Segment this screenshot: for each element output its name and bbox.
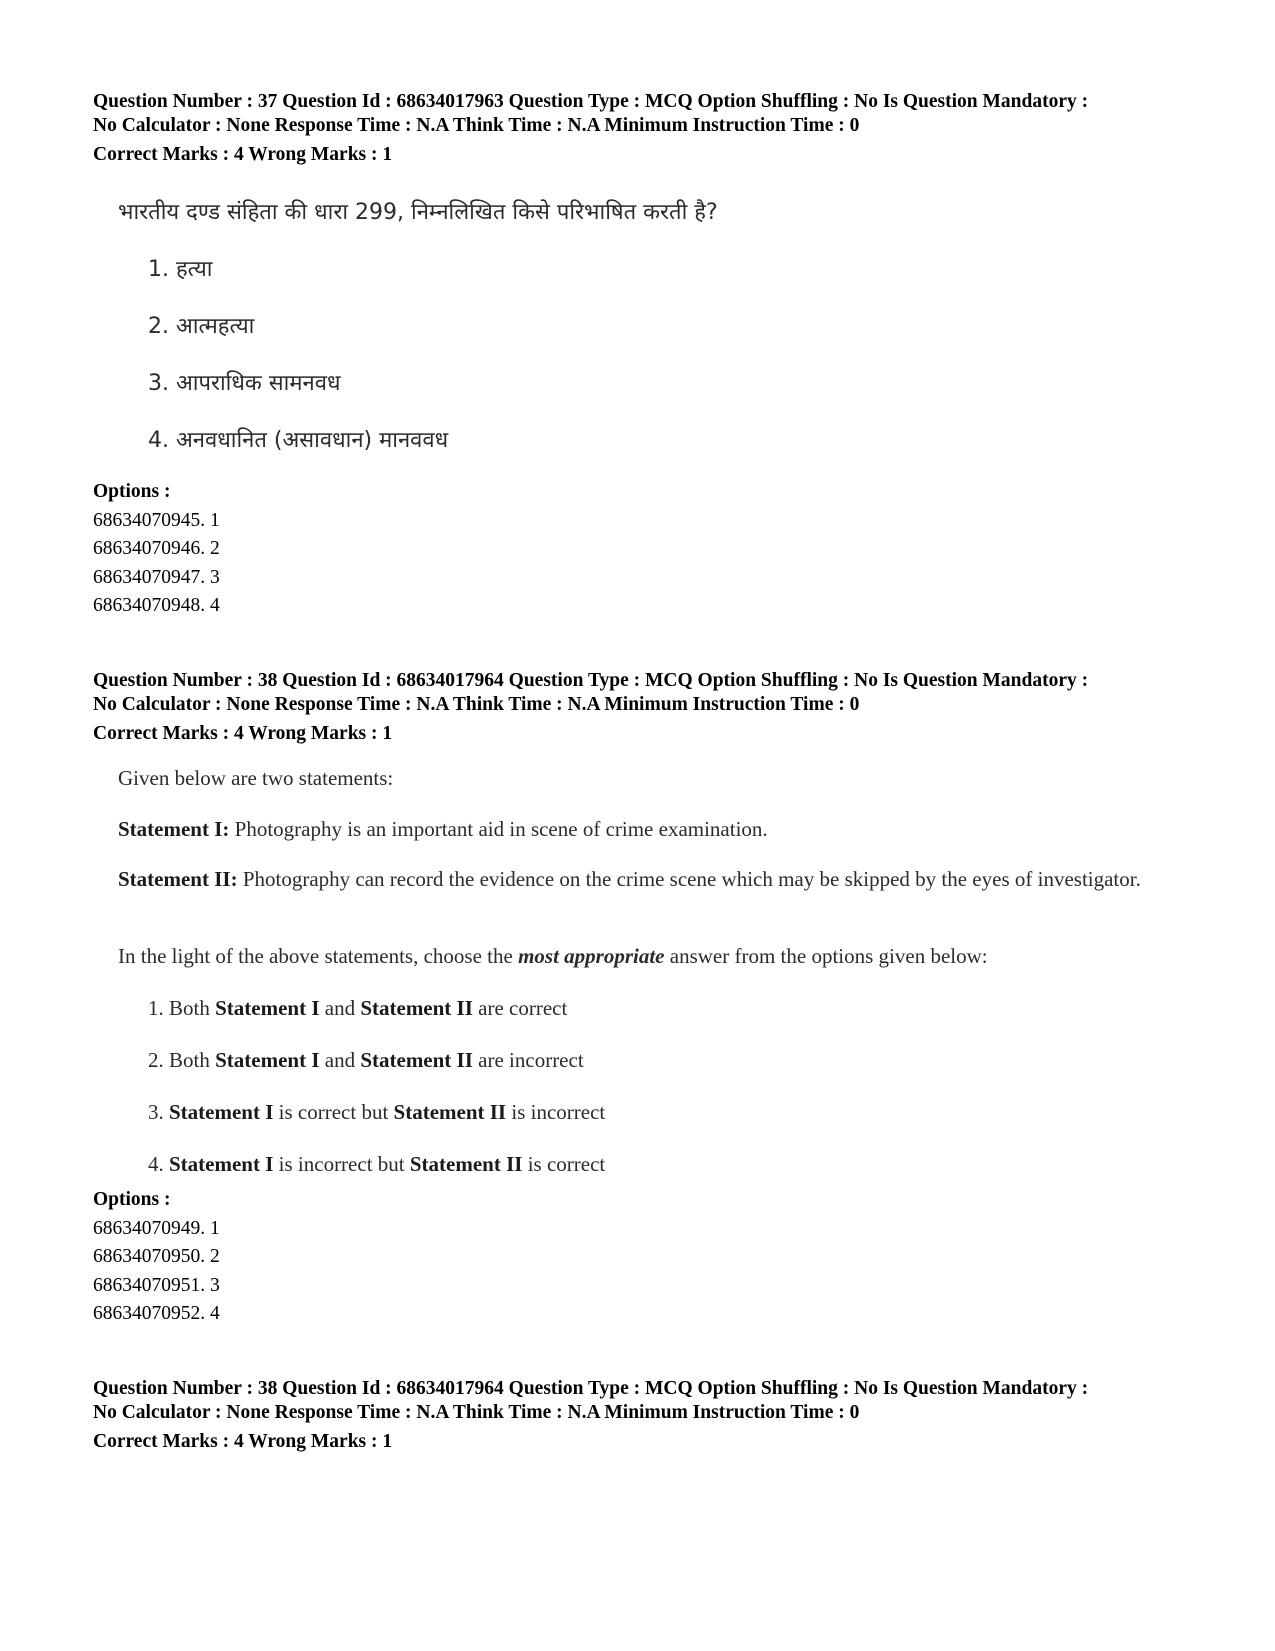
option-row: 68634070945. 1 — [93, 509, 220, 531]
options-title: Options : — [93, 481, 171, 502]
choice-2: 2. आत्महत्या — [148, 314, 255, 339]
choice-ending: is correct — [522, 1152, 606, 1176]
question-38-repeat-header — [93, 1377, 1213, 1454]
question-37-options — [93, 478, 220, 621]
question-38-header — [93, 669, 1213, 746]
question-38-options — [93, 1186, 220, 1329]
option-row: 68634070949. 1 — [93, 1217, 220, 1239]
statement-1 — [118, 815, 1178, 843]
statement-1-label: Statement I: — [118, 817, 230, 841]
choice-connector: is correct but — [273, 1100, 394, 1124]
question-header-line-2: No Calculator : None Response Time : N.A Think Time : N.A Minimum Instruction Time : 0 — [93, 694, 860, 715]
question-marks: Correct Marks : 4 Wrong Marks : 1 — [93, 1431, 393, 1452]
statement-2-label: Statement II: — [118, 867, 238, 891]
question-header-line-1: Question Number : 37 Question Id : 68634017963 Question Type : MCQ Option Shuffling : No Is Question Mandatory : — [93, 91, 1089, 112]
choice-2 — [148, 1046, 584, 1074]
choice-statement-1: Statement I — [169, 1100, 274, 1124]
choice-ending: are correct — [472, 996, 568, 1020]
option-row: 68634070947. 3 — [93, 566, 220, 588]
choice-connector: and — [319, 1048, 361, 1072]
instruction-before: In the light of the above statements, choose the — [118, 944, 519, 968]
choice-3: 3. आपराधिक सामनवध — [148, 371, 341, 396]
choice-statement-1: Statement I — [215, 1048, 320, 1072]
question-37-header — [93, 90, 1213, 167]
choice-statement-2: Statement II — [393, 1100, 507, 1124]
choice-1: 1. हत्या — [148, 257, 213, 282]
option-row: 68634070950. 2 — [93, 1246, 220, 1267]
option-row: 68634070951. 3 — [93, 1274, 220, 1296]
choice-4: 4. अनवधानित (असावधान) मानववध — [148, 428, 449, 453]
choice-statement-1: Statement I — [169, 1152, 274, 1176]
question-header-line-2: No Calculator : None Response Time : N.A Think Time : N.A Minimum Instruction Time : 0 — [93, 115, 860, 136]
choice-ending: is incorrect — [506, 1100, 606, 1124]
choice-connector: and — [319, 996, 361, 1020]
choice-connector: is incorrect but — [273, 1152, 410, 1176]
statement-2-text: Photography can record the evidence on the crime scene which may be skipped by the eyes of investigator. — [237, 867, 1141, 891]
choice-3 — [148, 1098, 605, 1126]
choice-4 — [148, 1150, 605, 1178]
choice-statement-2: Statement II — [409, 1152, 523, 1176]
instruction-emphasis: most appropriate — [518, 944, 665, 968]
question-header-line-1: Question Number : 38 Question Id : 68634017964 Question Type : MCQ Option Shuffling : No Is Question Mandatory : — [93, 670, 1089, 691]
choice-statement-1: Statement I — [215, 996, 320, 1020]
instruction-after: answer from the options given below: — [664, 944, 988, 968]
question-header-line-2: No Calculator : None Response Time : N.A Think Time : N.A Minimum Instruction Time : 0 — [93, 1402, 860, 1423]
question-marks: Correct Marks : 4 Wrong Marks : 1 — [93, 144, 393, 165]
option-row: 68634070946. 2 — [93, 538, 220, 559]
choice-ending: are incorrect — [472, 1048, 584, 1072]
choice-number: 4. — [148, 1152, 169, 1176]
question-stem: भारतीय दण्ड संहिता की धारा 299, निम्नलिखित किसे परिभाषित करती है? — [118, 200, 718, 225]
choice-number: 2. Both — [148, 1048, 216, 1072]
question-intro: Given below are two statements: — [118, 766, 394, 790]
choice-statement-2: Statement II — [360, 1048, 473, 1072]
choice-number: 3. — [148, 1100, 169, 1124]
question-header-line-1: Question Number : 38 Question Id : 68634017964 Question Type : MCQ Option Shuffling : No Is Question Mandatory : — [93, 1378, 1089, 1399]
option-row: 68634070948. 4 — [93, 595, 220, 616]
options-title: Options : — [93, 1189, 171, 1210]
choice-1 — [148, 994, 567, 1022]
choice-statement-2: Statement II — [360, 996, 473, 1020]
statement-1-text: Photography is an important aid in scene of crime examination. — [229, 817, 768, 841]
question-marks: Correct Marks : 4 Wrong Marks : 1 — [93, 723, 393, 744]
question-instruction — [118, 942, 1178, 970]
choice-number: 1. Both — [148, 996, 216, 1020]
statement-2 — [118, 865, 1178, 893]
option-row: 68634070952. 4 — [93, 1303, 220, 1324]
